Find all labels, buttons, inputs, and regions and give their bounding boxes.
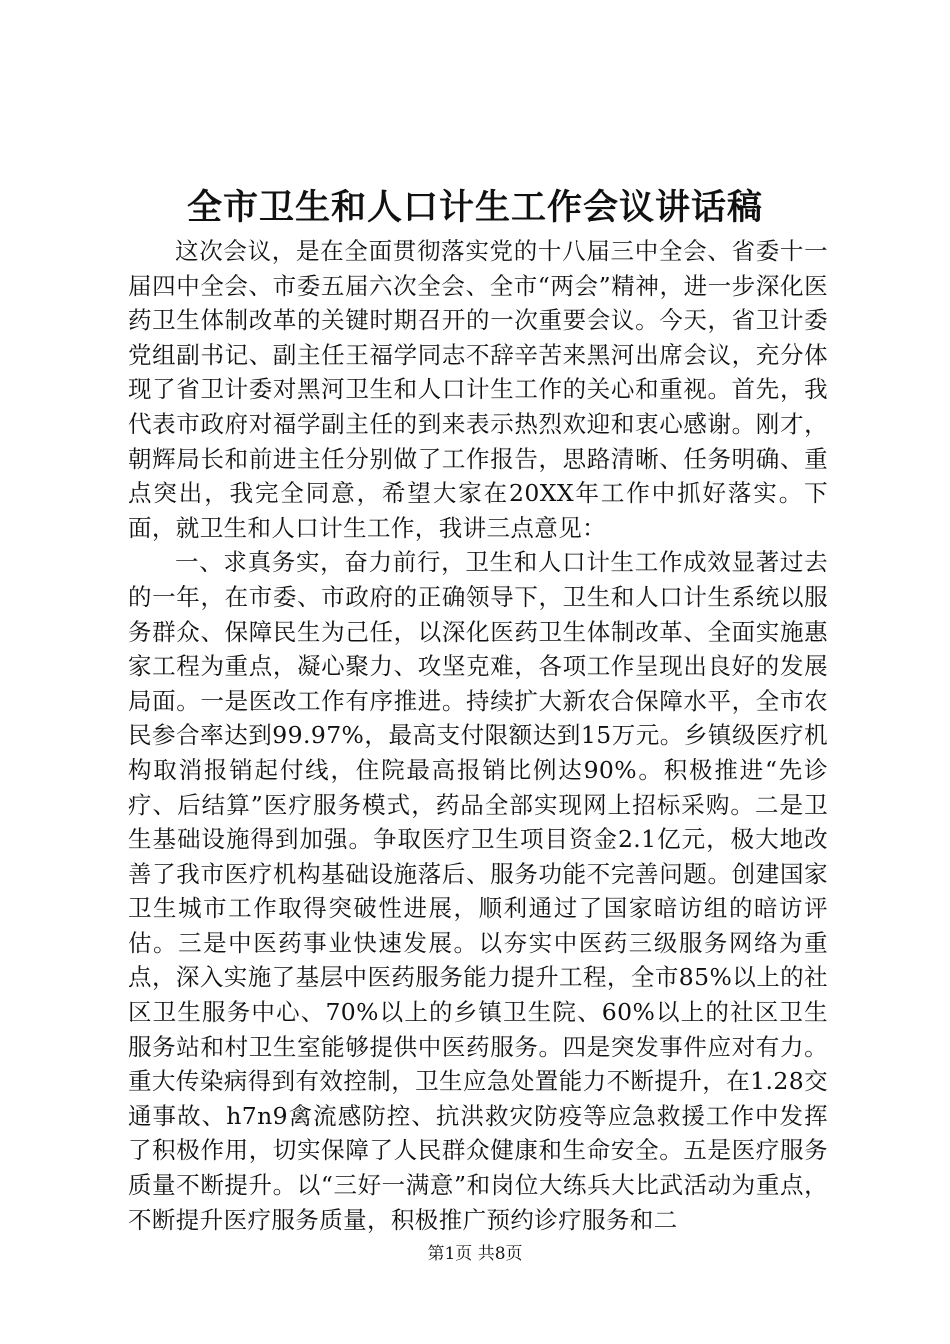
- paragraph-section-one: 一、求真务实，奋力前行，卫生和人口计生工作成效显著过去的一年，在市委、市政府的正确领导下，卫生和人口计生系统以服务群众、保障民生为己任，以深化医药卫生体制改革、全面实施惠家工程为重点，凝心聚力、攻坚克难，各项工作呈现出良好的发展局面。一是医改工作有序推进。持续扩大新农合保障水平，全市农民参合率达到99.97%，最高支付限额达到15万元。乡镇级医疗机构取消报销起付线，住院最高报销比例达90%。积极推进“先诊疗、后结算”医疗服务模式，药品全部实现网上招标采购。二是卫生基础设施得到加强。争取医疗卫生项目资金2.1亿元，极大地改善了我市医疗机构基础设施落后、服务功能不完善问题。创建国家卫生城市工作取得突破性进展，顺利通过了国家暗访组的暗访评估。三是中医药事业快速发展。以夯实中医药三级服务网络为重点，深入实施了基层中医药服务能力提升工程，全市85%以上的社区卫生服务中心、70%以上的乡镇卫生院、60%以上的社区卫生服务站和村卫生室能够提供中医药服务。四是突发事件应对有力。重大传染病得到有效控制，卫生应急处置能力不断提升，在1.28交通事故、h7n9禽流感防控、抗洪救灾防疫等应急救援工作中发挥了积极作用，切实保障了人民群众健康和生命安全。五是医疗服务质量不断提升。以“三好一满意”和岗位大练兵大比武活动为重点，不断提升医疗服务质量，积极推广预约诊疗服务和二: [128, 548, 828, 1234]
- page-number-footer: 第1页 共8页: [427, 1244, 523, 1264]
- paragraph-intro: 这次会议，是在全面贯彻落实党的十八届三中全会、省委十一届四中全会、市委五届六次全会、全市“两会”精神，进一步深化医药卫生体制改革的关键时期召开的一次重要会议。今天，省卫计委党组副书记、副主任王福学同志不辞辛苦来黑河出席会议，充分体现了省卫计委对黑河卫生和人口计生工作的关心和重视。首先，我代表市政府对福学副主任的到来表示热烈欢迎和衷心感谢。刚才，朝辉局长和前进主任分别做了工作报告，思路清晰、任务明确、重点突出，我完全同意，希望大家在20XX年工作中抓好落实。下面，就卫生和人口计生工作，我讲三点意见：: [128, 237, 828, 542]
- document-body: [128, 234, 828, 1237]
- document-title: 全市卫生和人口计生工作会议讲话稿: [186, 187, 763, 228]
